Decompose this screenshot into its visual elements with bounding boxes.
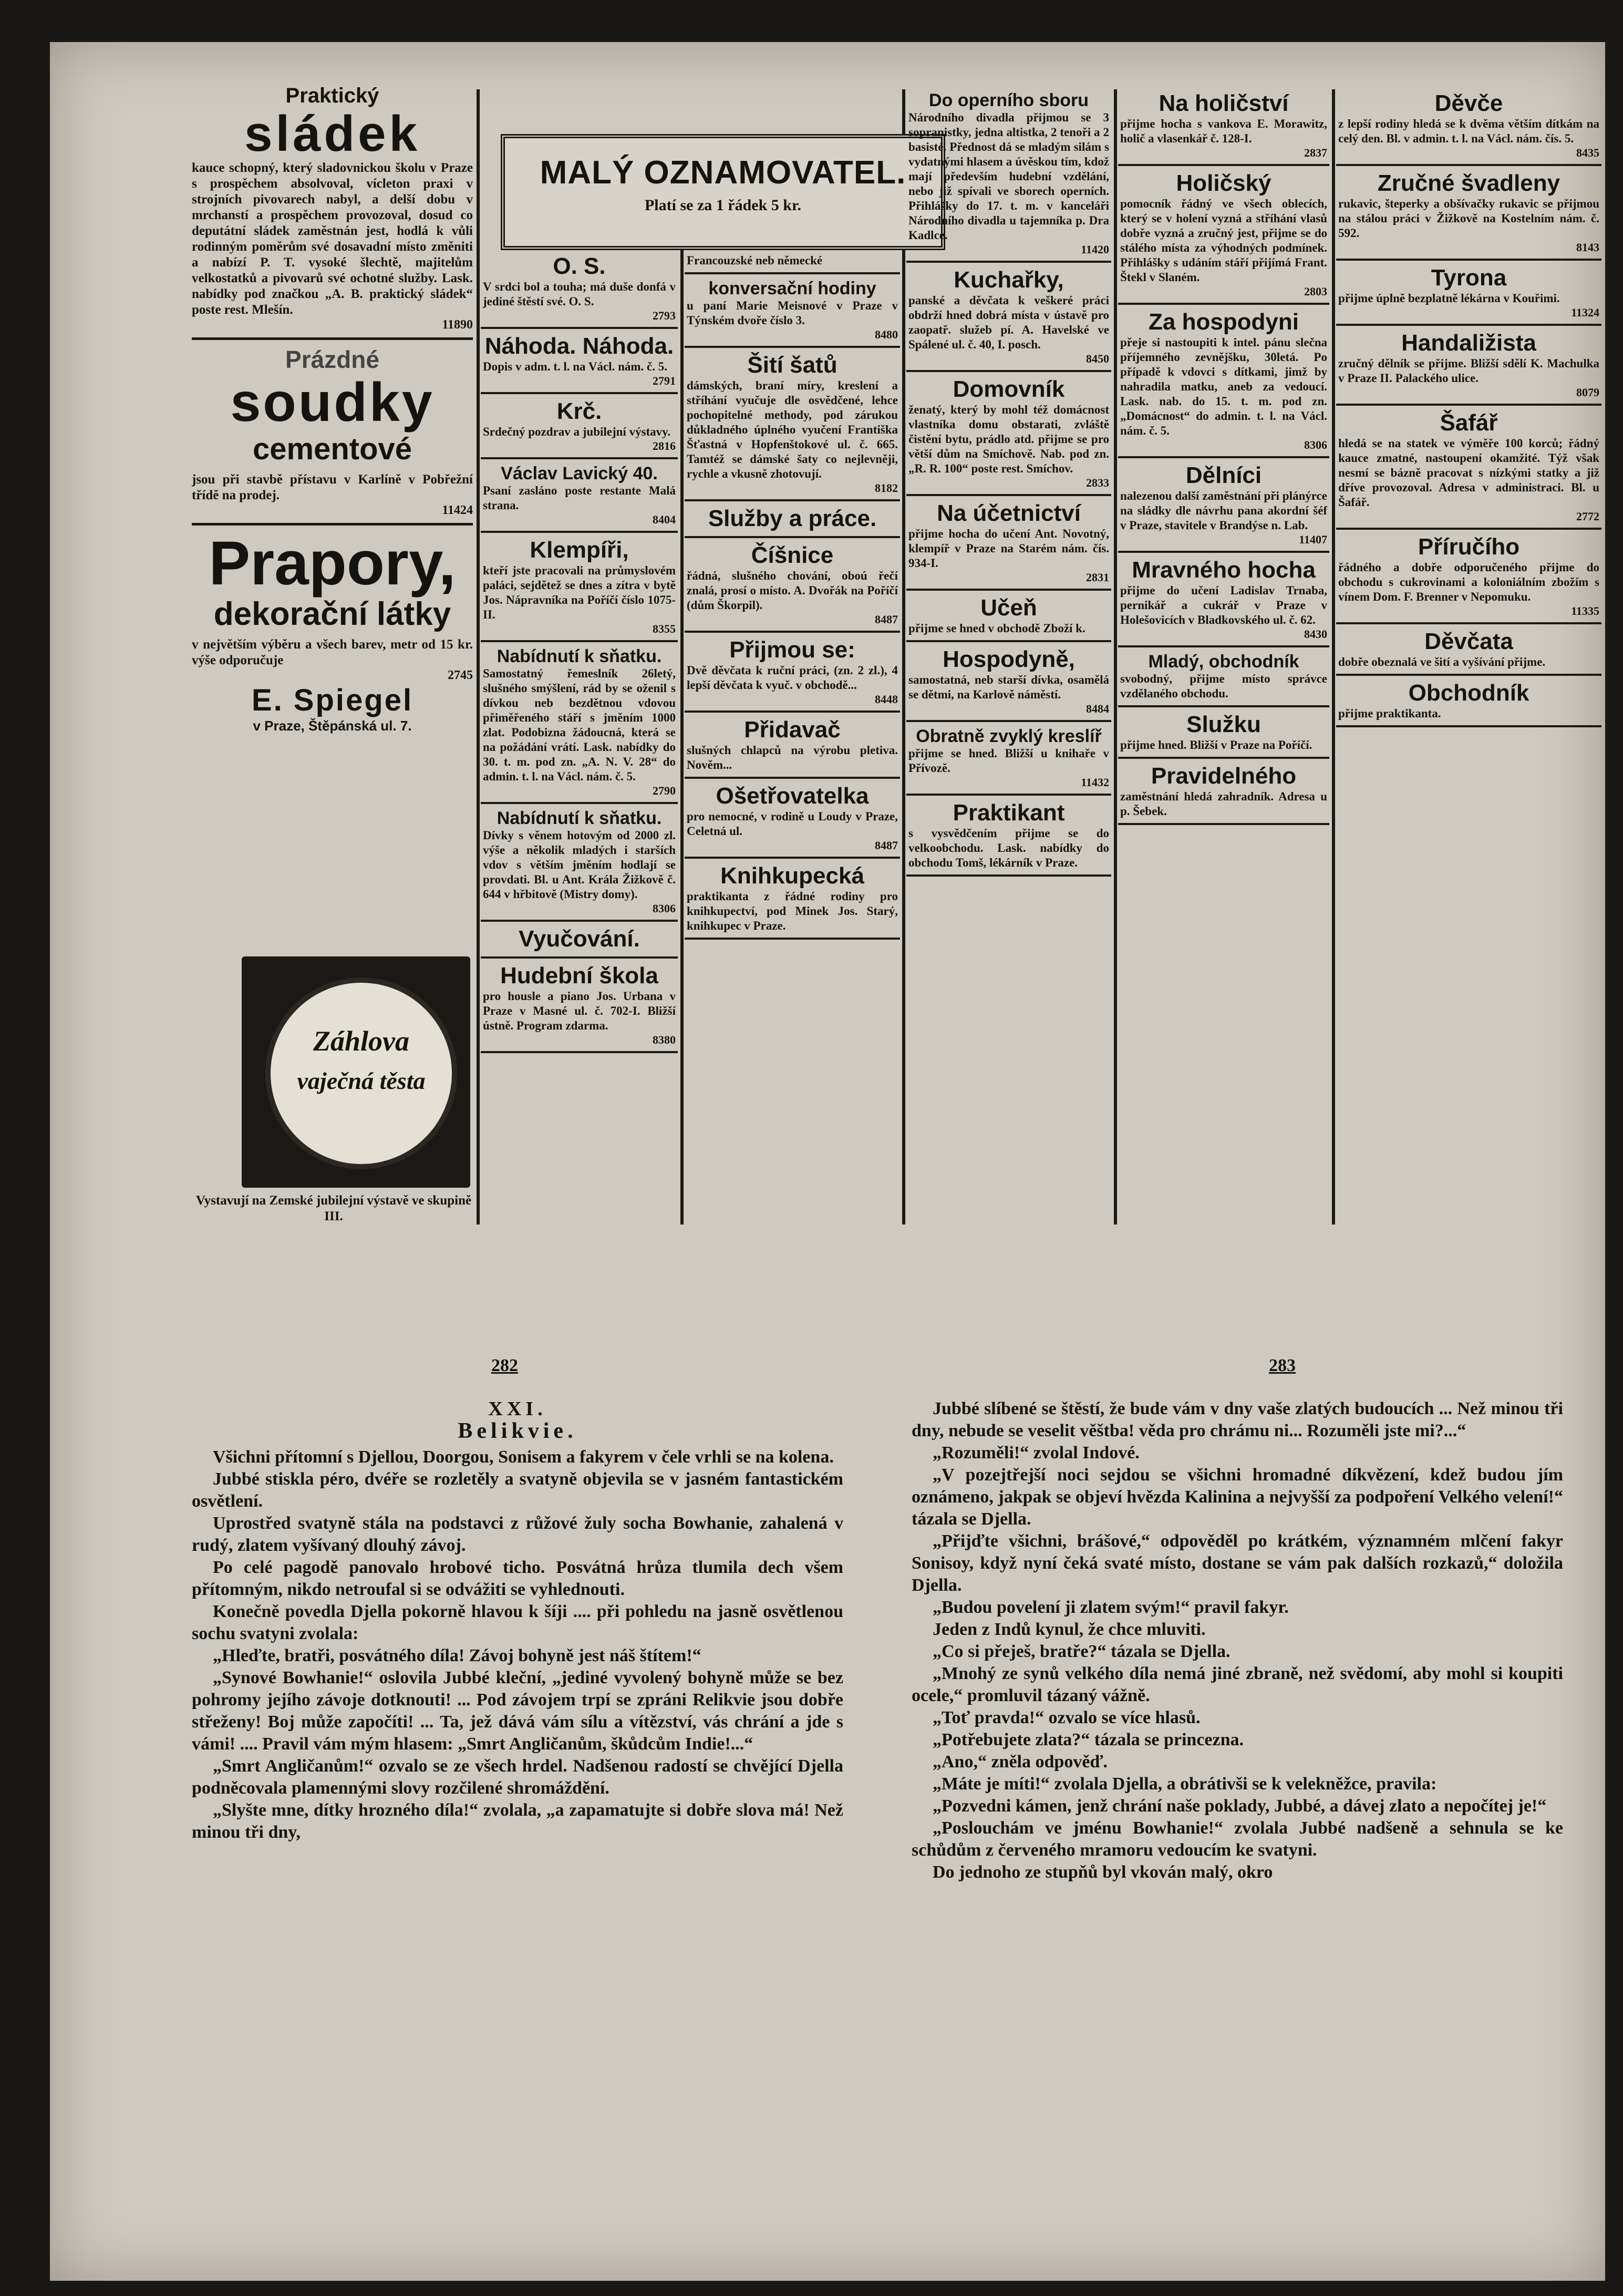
ad-heading: Holičský <box>1176 170 1271 196</box>
ad-heading: Mravného hocha <box>1132 557 1316 583</box>
soudky-num: 11424 <box>442 503 473 517</box>
ad-text: řádného a dobře odporučeného přijme do obchodu s cukrovinami a koloniálním zbožím s vínem Dom. F. Brenner v Nepomuku. <box>1338 561 1599 603</box>
zahlova-logo <box>242 956 470 1188</box>
classified-ad <box>1118 308 1329 458</box>
classified-ad <box>906 799 1111 877</box>
classified-ad <box>1118 89 1329 166</box>
ads-column-3 <box>685 252 900 1224</box>
ad-heading: Náhoda. Náhoda. <box>484 333 674 359</box>
story-paragraph: „Hleďte, bratři, posvátného díla! Závoj bohyně jest náš štítem!“ <box>213 1646 701 1665</box>
pivo-num: 11890 <box>442 318 473 332</box>
classified-ad <box>1336 264 1601 326</box>
ad-text: přijme úplně bezplatně lékárna v Kouřimi. <box>1338 292 1560 305</box>
ad-heading: Zručné švadleny <box>1377 170 1560 196</box>
ad-number: 2793 <box>653 309 676 322</box>
classified-ad <box>906 594 1111 642</box>
ad-text: přijme se hned v obchodě Zboží k. <box>908 622 1086 635</box>
ad-number: 2790 <box>653 784 676 797</box>
ad-heading: Dělníci <box>1185 462 1262 488</box>
classified-ad <box>1118 651 1329 707</box>
spiegel-name: E. Spiegel <box>251 683 413 717</box>
ad-text: pro nemocné, v rodině u Loudy v Praze, Celetná ul. <box>687 810 898 838</box>
ad-heading: Knihkupecká <box>720 863 864 889</box>
classified-ad <box>481 925 678 959</box>
ad-text: hledá se na statek ve výměře 100 korců; řádný kauce zmatné, nastoupení okamžité. Týž však nesmí se bázně pracovat s nízkými statky a již dříve provozoval. Adresa v administraci. Bl. u Šafář. <box>1338 437 1599 509</box>
ad-heading: Za hospodyni <box>1149 309 1299 335</box>
ad-text: Dvě děvčata k ruční práci, (zn. 2 zl.), 4 lepší děvčata k vyuč. v obchodě... <box>687 664 898 692</box>
ad-text: Samostatný řemeslník 26letý, slušného smýšlení, rád by se oženil s dívkou neb bezdětnou vdovou přiměřeného stáří s jměním 1000 zlat. Podobizna žádoucná, která se na požádání vrátí. Lask. nabídky do 30. t. m. pod zn. „A. N. V. 28“ do admin. t. l. na Václ. nám. č. 5. <box>483 667 676 783</box>
ad-heading: Domovník <box>953 376 1065 402</box>
classified-ad <box>906 375 1111 496</box>
column-rule <box>902 89 905 1224</box>
ad-text: ženatý, který by mohl též domácnost vlastníka domu obstarati, zvláště čistění bytu, prádlo atd. přijme se pro větší dům na Smíchově. Nab. pod zn. „R. R. 100“ poste rest. Smíchov. <box>908 403 1109 475</box>
ad-heading: Nabídnutí k sňatku. <box>497 808 662 828</box>
ad-text: pomocník řádný ve všech oblecích, který se v holení vyzná a stříhání vlasů dobře vyzná a zručný jest, přijme se do stálého místa za výhodných podmínek. Přihlášky s udáním stáří přijímá Frant. Štekl v Slaném. <box>1120 197 1327 284</box>
ad-text: přijme hned. Bližší v Praze na Poříčí. <box>1120 738 1312 751</box>
ad-heading: Kuchařky, <box>954 267 1064 293</box>
ad-text: Dívky s věnem hotovým od 2000 zl. výše a několik mladých i starších vdov s větším jměním hodlají se provdati. Bl. u Ant. Krála Žižkově č. 644 v hřbitově (Mistry domy). <box>483 829 676 901</box>
ad-heading: Vyučování. <box>519 926 640 952</box>
classified-ad <box>1336 409 1601 530</box>
classified-ad <box>1336 329 1601 406</box>
ad-number: 8448 <box>875 693 898 706</box>
story-paragraph: Konečně povedla Djella pokorně hlavou k šíji .... při pohledu na jasně osvětlenou sochu svatyni zvolala: <box>192 1602 843 1643</box>
story-paragraph: „Máte je míti!“ zvolala Djella, a obrátivši se k velekněžce, pravila: <box>933 1774 1437 1794</box>
ad-text: svobodný, přijme místo správce vzdělaného obchodu. <box>1120 672 1327 700</box>
classified-ad <box>1118 711 1329 759</box>
ad-heading: Nabídnutí k sňatku. <box>497 646 662 666</box>
ads-column-2 <box>481 252 678 1224</box>
story-paragraph: „Co si přeješ, bratře?“ tázala se Djella. <box>933 1642 1231 1661</box>
ad-number: 2772 <box>1576 510 1599 523</box>
ad-text: dobře obeznalá ve šití a vyšívání přijme. <box>1338 655 1546 668</box>
classified-ad <box>1118 461 1329 553</box>
classified-ad <box>1336 169 1601 261</box>
ad-heading: Číšnice <box>751 542 834 568</box>
classified-ad <box>481 962 678 1053</box>
ad-heading: Hudební škola <box>500 963 658 989</box>
ad-text: Dopis v adm. t. l. na Václ. nám. č. 5. <box>483 360 667 373</box>
ad-number: 2816 <box>653 439 676 452</box>
story-paragraph: „Rozuměli!“ zvolal Indové. <box>933 1443 1140 1463</box>
banner-title: MALÝ OZNAMOVATEL. <box>540 155 906 191</box>
ad-text: Srdečný pozdrav a jubilejní výstavy. <box>483 425 671 438</box>
ad-heading: Praktikant <box>953 800 1065 826</box>
ad-number: 8306 <box>1304 438 1327 451</box>
ad-heading: Hospodyně, <box>943 646 1075 672</box>
ad-heading: Příručího <box>1418 534 1520 560</box>
ad-text: zručný dělník se přijme. Bližší sdělí K. Machulka v Praze II. Palackého ulice. <box>1338 357 1599 385</box>
story-paragraph: „Pozvedni kámen, jenž chrání naše poklady, Jubbé, a dávej zlato a nepočítej je!“ <box>933 1796 1547 1816</box>
story-paragraph: Do jednoho ze stupňů byl vkován malý, okro <box>933 1862 1273 1882</box>
ad-number: 8079 <box>1576 386 1599 399</box>
soudky-text: jsou při stavbě přístavu v Karlíně v Pobřežní třídě na prodej. <box>192 472 473 502</box>
story-paragraph: „Slyšte mne, dítky hrozného díla!“ zvolala, „a zapamatujte si dobře slova má! Než minou tři dny, <box>192 1800 843 1842</box>
story-paragraph: „V pozejtřejší noci sejdou se všichni hromadné díkvězení, kdež budou jím oznámeno, jakpak se objeví hvězda Kalinina a nejvyšší za podpoření Velkého velení!“ tázala se Djella. <box>912 1465 1563 1529</box>
classified-ad <box>685 636 900 713</box>
ad-text: dámských, braní míry, kreslení a stříhání vyučuje dle osvědčené, lehce pochopitelné methody, pod zárukou důkladného úplného vyučení Františka Šťastná v Hopfenštokové ul. č. 665. Tamtéž se dámské šaty co nejlevněji, rychle a vkusně zhotovují. <box>687 379 898 480</box>
ad-text: přijme hocha do učení Ant. Novotný, klempíř v Praze na Starém nám. čís. 934-I. <box>908 527 1109 570</box>
classified-ad <box>906 499 1111 591</box>
ad-text: přijme hocha s vankova E. Morawitz, holič a vlasenkář č. 128-I. <box>1120 117 1327 145</box>
soudky-ad <box>192 345 473 518</box>
soudky-big: soudky <box>230 372 435 433</box>
prapory-num: 2745 <box>448 668 473 682</box>
ad-heading: Mladý, obchodník <box>1148 652 1299 672</box>
classified-ad <box>906 645 1111 722</box>
ad-number: 11407 <box>1299 533 1327 546</box>
ad-text: z lepší rodiny hledá se k dvěma větším dítkám na celý den. Bl. v admin. t. l. na Václ. nám. čís. 5. <box>1338 117 1599 145</box>
story-paragraph: Jeden z Indů kynul, že chce mluviti. <box>933 1620 1206 1639</box>
classified-ad <box>481 332 678 394</box>
ad-heading: Přidavač <box>744 717 841 743</box>
ad-heading: Děvče <box>1434 90 1503 116</box>
classified-ad <box>1336 679 1601 727</box>
classified-ad <box>1336 627 1601 676</box>
story-left-text <box>192 1446 843 1844</box>
classified-ad <box>1118 556 1329 647</box>
pivo-heading-big: sládek <box>244 106 420 162</box>
ad-heading: Služby a práce. <box>708 506 877 531</box>
ad-text: nalezenou další zaměstnání při plánýrce na sládky dle návrhu pana akordní šéf v Praze, stavitele v Brandýse n. Lab. <box>1120 489 1327 532</box>
prapory-text: v největším výběru a všech barev, metr od 15 kr. výše odporučuje <box>192 637 473 667</box>
exhibition-text: Vystavují na Zemské jubilejní výstavě ve skupině III. <box>195 1193 472 1223</box>
ad-text: slušných chlapců na výrobu pletiva. Nověm... <box>687 744 898 771</box>
classified-ad <box>685 252 900 274</box>
divider <box>192 523 473 526</box>
classified-ad <box>481 536 678 642</box>
ad-number: 2833 <box>1086 476 1109 489</box>
story-paragraph: Uprostřed svatyně stála na podstavci z růžové žuly socha Bowhanie, zahalená v rudý, zlatem vyšívaný dlouhý závoj. <box>192 1513 843 1555</box>
ad-text: zaměstnání hledá zahradník. Adresa u p. Šebek. <box>1120 790 1327 818</box>
ad-text: přeje si nastoupiti k intel. pánu slečna příjemného zevnějšku, 30letá. Po případě k vdovci s dítkami, jimž by nahradila matku, aneb za vedoucí. Lask. nab. do 15. t. m. pod zn. „Domácnost“ do admin. t. l. na Václ. nám. č. 5. <box>1120 336 1327 437</box>
story-left-column <box>192 1398 843 2249</box>
divider <box>192 337 473 340</box>
left-page-number: 282 <box>491 1356 518 1375</box>
story-right-text <box>912 1398 1563 1883</box>
story-paragraph: Všichni přítomní s Djellou, Doorgou, Sonisem a fakyrem v čele vrhli se na kolena. <box>213 1447 834 1467</box>
ad-number: 8487 <box>875 839 898 852</box>
story-paragraph: „Toť pravda!“ ozvalo se více hlasů. <box>933 1708 1201 1727</box>
ad-number: 11420 <box>1081 243 1109 256</box>
column-rule <box>477 89 480 1224</box>
ad-number: 8404 <box>653 513 676 526</box>
ad-heading: Učeň <box>980 595 1037 621</box>
ad-heading: Klempíři, <box>530 537 629 563</box>
ad-text: samostatná, neb starší dívka, osamělá se dětmi, na Karlově náměstí. <box>908 673 1109 701</box>
newspaper-page <box>50 42 1605 2281</box>
classified-ad <box>685 541 900 633</box>
story-paragraph: Jubbé slíbené se štěstí, že bude vám v dny vaše zlatých budoucích ... Než minou tři dny, nebude se veselit věštba! věda pro chrámu ni... Rozuměli jste mi?...“ <box>912 1399 1563 1440</box>
ad-number: 2837 <box>1304 146 1327 159</box>
right-page-number: 283 <box>1269 1356 1296 1375</box>
ad-heading: Šafář <box>1440 410 1498 436</box>
ad-number: 11335 <box>1571 604 1599 617</box>
ad-heading: Tyrona <box>1431 265 1507 291</box>
ad-number: 8487 <box>875 613 898 626</box>
soudky-mid: cementové <box>252 432 412 466</box>
ad-number: 11324 <box>1571 306 1599 319</box>
ad-text: Francouzské neb německé <box>687 254 823 267</box>
chapter-number: XXI. <box>488 1398 547 1420</box>
ad-text: kteří jste pracovali na průmyslovém paláci, sejdětež se dnes a zítra v bytě Jos. Nápravníka na Poříčí číslo 1075-II. <box>483 564 676 621</box>
story-paragraph: „Mnohý ze synů velkého díla nemá jiné zbraně, než svědomí, aby mohl si koupiti ocele,“ promluvil tázaný vážně. <box>912 1664 1563 1705</box>
ad-text: V srdci bol a touha; má duše donfá v jediné štěstí své. O. S. <box>483 280 676 308</box>
logo-bottom-word: vaječná těsta <box>297 1067 426 1094</box>
ad-number: 8182 <box>875 481 898 495</box>
ad-number: 8450 <box>1086 352 1109 365</box>
prapory-big: Prapory, <box>209 529 456 598</box>
spiegel-addr: v Praze, Štěpánská ul. 7. <box>253 718 412 734</box>
ad-heading: konversační hodiny <box>708 279 876 298</box>
classified-ad <box>481 462 678 533</box>
ad-text: s vysvědčením přijme se do velkoobchodu. Lask. nabídky do obchodu Tomš, lékárník v Praze. <box>908 827 1109 869</box>
story-paragraph: „Synové Bowhanie!“ oslovila Jubbé kleční, „jediné vyvolený bohyně může se bez pohromy jejího závoje dotknouti! ... Pod závojem trpí se zpráni Relikvie jsou dobře střeženy! Boj může započíti! ... Ta, jež dává vám sílu a vítězství, vás chrání a jde s vámi! .... Pravil vám mým hlasem: „Smrt Angličanům, škůdcům Indie!...“ <box>192 1668 843 1754</box>
ad-text: u paní Marie Meisnové v Praze v Týnském dvoře číslo 3. <box>687 299 898 327</box>
classified-ad <box>685 862 900 940</box>
ad-heading: Ošetřovatelka <box>716 783 869 809</box>
classified-ad <box>1336 89 1601 166</box>
ad-number: 11432 <box>1081 776 1109 789</box>
classified-ad <box>1118 762 1329 825</box>
classified-ad <box>685 504 900 538</box>
story-paragraph: „Budou povelení ji zlatem svým!“ pravil fakyr. <box>933 1598 1289 1617</box>
pivo-heading-small: Praktický <box>285 84 379 107</box>
column-rule <box>1114 89 1117 1224</box>
ad-text: panské a děvčata k veškeré práci obdrží hned dobrá místa v ústavě pro zaopatř. služeb pí. A. Havelské ve Spálené ul. č. 40, I. posch. <box>908 294 1109 351</box>
ad-heading: Šití šatů <box>747 352 838 378</box>
story-paragraph: „Přijďte všichni, brášové,“ odpověděl po krátkém, významném mlčení fakyr Sonisoy, když nyní čeká svaté místo, dostane se vám pak dalších rozkazů,“ doložila Djella. <box>912 1531 1563 1595</box>
classified-ad <box>481 807 678 922</box>
soudky-top: Prázdné <box>285 346 379 373</box>
ad-heading: Služku <box>1186 712 1261 737</box>
ad-text: Národního divadla přijmou se 3 sopranistky, jedna altistka, 2 tenoři a 2 basisté. Přednost dá se mladým silám s vydatnými hlasem a úvěskou tím, kdož mají především hudební vzdělání, nebo již spívali ve sborech operních. Přihlášky do 17. t. m. v kanceláři Národního divadla u tajemníka p. Dra Kadlce. <box>908 111 1109 242</box>
story-paragraph: „Smrt Angličanům!“ ozvalo se ze všech hrdel. Nadšenou radostí se chvějící Djella podněcovala plamennými slovy rozčilené shromáždění. <box>192 1756 843 1798</box>
ad-text: přijme do učení Ladislav Trnaba, pernikář a cukrář v Praze v Holešovicích v Bladkovského ul. č. 62. <box>1120 584 1327 626</box>
ads-column-4 <box>906 89 1111 1224</box>
classified-ad <box>906 266 1111 372</box>
story-right-column <box>912 1398 1563 2249</box>
pivo-ad <box>192 84 473 332</box>
ad-number: 8143 <box>1576 241 1599 254</box>
ad-number: 8430 <box>1304 627 1327 641</box>
classified-ad <box>685 277 900 348</box>
ad-heading: Na účetnictví <box>937 500 1081 526</box>
banner-subtitle: Platí se za 1 řádek 5 kr. <box>644 197 802 214</box>
ad-text: přijme se hned. Bližší u knihaře v Přívozě. <box>908 747 1109 775</box>
ad-heading: Do operního sboru <box>928 90 1089 110</box>
column-rule <box>1332 89 1335 1224</box>
ad-heading: Obratně zvyklý kreslíř <box>916 726 1102 746</box>
story-paragraph: „Potřebujete zlata?“ tázala se princezna. <box>933 1730 1244 1749</box>
ad-number: 8484 <box>1086 702 1109 715</box>
ad-number: 8306 <box>653 902 676 915</box>
ad-number: 8355 <box>653 622 676 635</box>
ad-number: 8480 <box>875 328 898 341</box>
story-paragraph: „Ano,“ zněla odpověď. <box>933 1752 1108 1772</box>
ads-column-6 <box>1336 89 1601 1224</box>
ad-number: 8435 <box>1576 146 1599 159</box>
ad-heading: Obchodník <box>1408 680 1529 706</box>
ad-text: pro housle a piano Jos. Urbana v Praze v Masné ul. č. 702-I. Bližší ústně. Program zdarma. <box>483 990 676 1032</box>
classified-ad <box>1118 169 1329 305</box>
story-paragraph: Po celé pagodě panovalo hrobové ticho. Posvátná hrůza tlumila dech všem přítomným, nikdo netroufal si se odvážiti se vyhlednouti. <box>192 1558 843 1599</box>
logo-top-word: Záhlova <box>313 1025 409 1057</box>
ad-heading: O. S. <box>553 253 606 279</box>
classified-ad <box>906 725 1111 796</box>
classified-ad <box>481 252 678 329</box>
prapory-mid: dekorační látky <box>213 596 451 632</box>
maly-oznamovatel-banner <box>501 134 945 250</box>
ad-heading: Václav Lavický 40. <box>501 464 658 483</box>
ad-heading: Krč. <box>556 398 602 424</box>
prapory-ad <box>192 531 473 734</box>
chapter-title: Belikvie. <box>458 1419 577 1443</box>
classified-ad <box>685 782 900 859</box>
classified-ad <box>685 351 900 501</box>
classified-ad <box>685 716 900 779</box>
ad-text: praktikanta z řádné rodiny pro knihkupectví, pod Minek Jos. Starý, knihkupec v Praze. <box>687 890 898 932</box>
logo-ring <box>265 977 457 1169</box>
ad-number: 8380 <box>653 1033 676 1046</box>
classified-ad <box>481 645 678 804</box>
story-paragraph: „Poslouchám ve jménu Bowhanie!“ zvolala Jubbé nadšeně a sehnula se ke schůdům z červeného mramoru vedoucím ke svatyni. <box>912 1818 1563 1860</box>
story-paragraph: Jubbé stiskla péro, dvéře se rozletěly a svatyně objevila se v jasném fantastickém osvětlení. <box>192 1469 843 1511</box>
ad-heading: Děvčata <box>1424 629 1513 654</box>
ad-text: Psaní zasláno poste restante Malá strana. <box>483 484 676 512</box>
classified-ad <box>1336 533 1601 624</box>
ads-column-5 <box>1118 89 1329 1224</box>
ad-heading: Přijmou se: <box>729 637 855 663</box>
classified-ad <box>481 397 678 459</box>
ad-heading: Pravidelného <box>1151 763 1297 789</box>
ad-heading: Na holičství <box>1159 90 1289 116</box>
ad-number: 2831 <box>1086 571 1109 584</box>
ad-number: 2803 <box>1304 285 1327 298</box>
ad-text: přijme praktikanta. <box>1338 707 1441 720</box>
column-rule <box>680 210 684 1224</box>
ad-text: řádná, slušného chování, oboú řečí znalá, prosí o místo. A. Dvořák na Poříčí (dům Škorpil). <box>687 569 898 612</box>
ad-text: rukavic, šteperky a obšívačky rukavic se přijmou na stálou práci v Žižkově na Kostelním nám. č. 592. <box>1338 197 1599 240</box>
classified-ad <box>906 89 1111 263</box>
ad-heading: Handaližista <box>1401 330 1536 356</box>
pivo-text: kauce schopný, který sladovnickou školu v Praze s prospěchem absolvoval, vícleton praxi v strojních pivovarech nabyl, a delší dobu v mrchanstí a prospěchem provozoval, dosud co deputátní sládek zaměstnán jest, hodlá k vůli rodinným poměrům své dosavadní místo změniti a nabízí P. T. vysoké šlechtě, majitelům velkostatků a pivovarů své ochotné služby. Lask. nabídky pod značkou „A. B. praktický sládek“ poste rest. Mlešín. <box>192 161 473 317</box>
ad-number: 2791 <box>653 374 676 387</box>
